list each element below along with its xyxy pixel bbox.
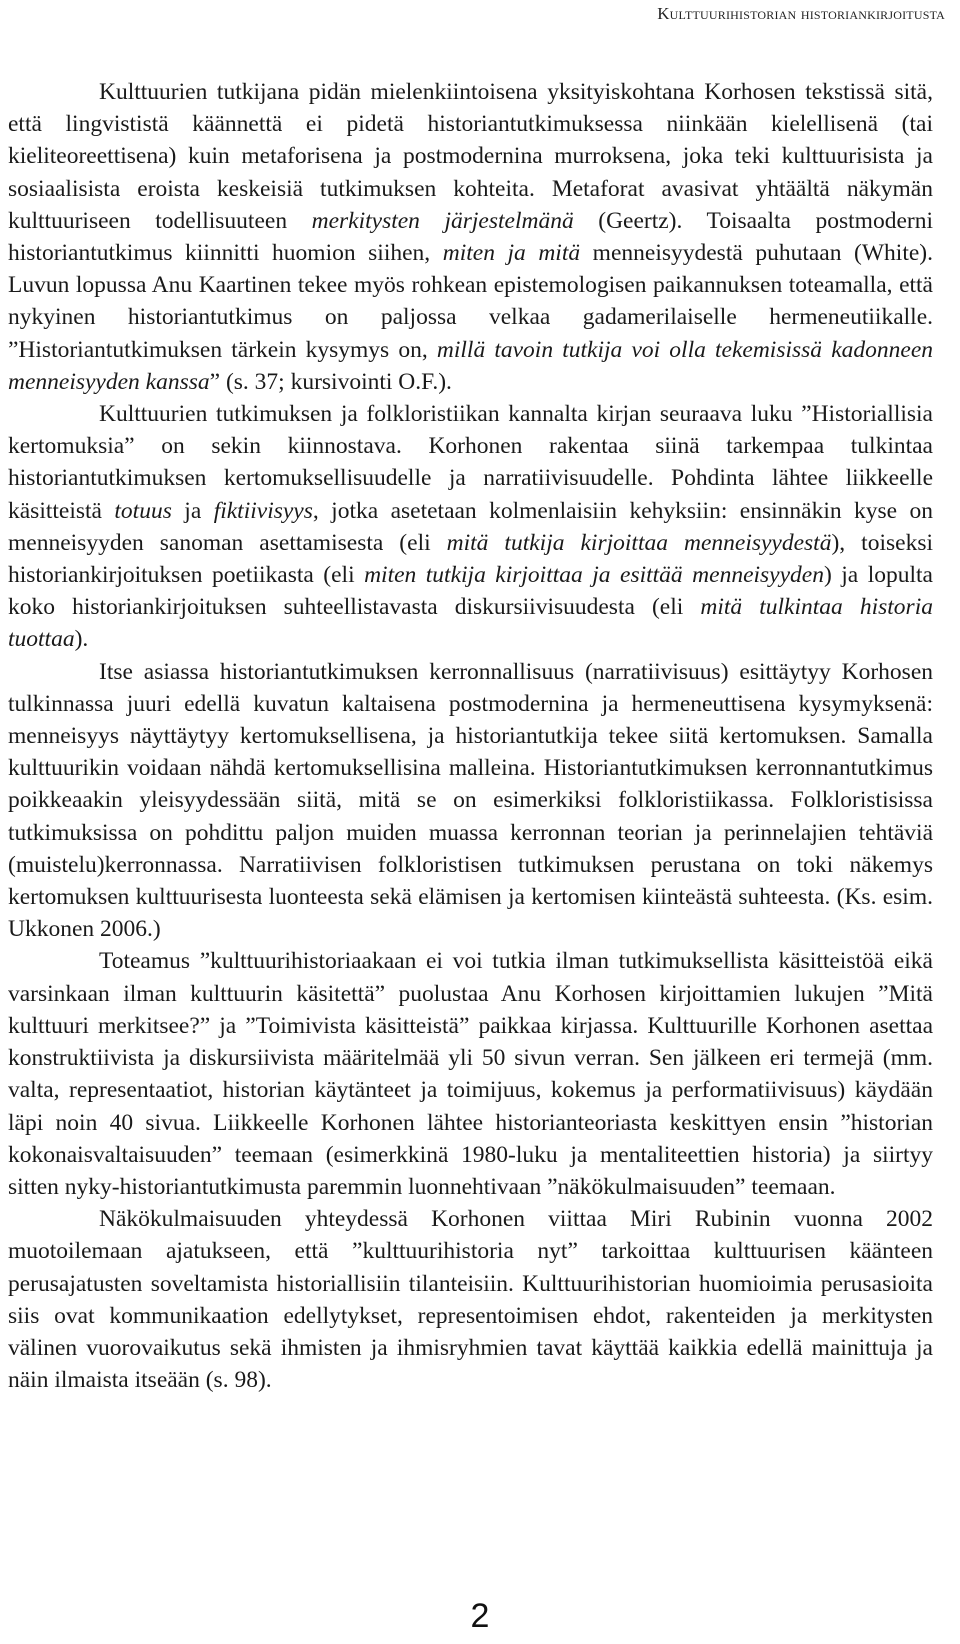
text-span: Itse asiassa historiantutkimuksen kerronnallisuus (narratiivisuus) esittäytyy Korhosen tulkinnassa juuri edellä kuvatun kaltaisena postmodernina ja hermeneuttisena kysymyksenä: menneisyys näyttäytyy kertomuksellisena, ja historiantutkija tekee siitä kertomuksen. Samalla kulttuurikin voidaan nähdä kertomuksellisina malleina. Historiantutkimuksen kerronnantutkimus poikkeaakin yleisyydessään siitä, mitä se on esimerkiksi folkloristiikassa. Folkloristisissa tutkimuksissa on pohdittu paljon muiden muassa kerronnan teorian ja perinnelajien tehtäviä (muistelu)kerronnassa. Narratiivisen folkloristisen tutkimuksen perustana on toki näkemys kertomuksen kulttuurisesta luonteesta sekä elämisen ja kertomisen kiinteästä suhteesta. (Ks. esim. Ukkonen 2006.) xyxy=(8,658,933,943)
italic-text: miten tutkija kirjoittaa ja esittää menneisyyden xyxy=(364,562,824,589)
text-span: ) ja lopulta koko historiankirjoituksen suhteellistavasta diskursiivisuudesta (eli xyxy=(8,562,933,621)
paragraph xyxy=(8,1203,933,1396)
paragraph xyxy=(8,945,933,1203)
text-span: ), toiseksi historiankirjoituksen poetiikasta (eli xyxy=(8,529,933,589)
italic-text: merkitysten järjestelmänä xyxy=(311,207,574,234)
text-span: , jotka asetetaan kolmenlaisiin kehyksiin: ensinnäkin kyse on menneisyyden sanoman asettamisesta (eli xyxy=(8,497,934,556)
text-span: Toteamus ”kulttuurihistoriaakaan ei voi tutkia ilman tutkimuksellista käsitteistöä eikä varsinkaan ilman kulttuurin käsitettä” puolustaa Anu Korhosen kirjoittamien lukujen ”Mitä kulttuuri merkitsee?” ja ”Toimivista käsitteistä” paikkaa kirjassa. Kulttuurille Korhonen asettaa konstruktiivista ja diskursiivista määritelmää yli 50 sivun verran. Sen jälkeen eri termejä (mm. valta, representaatiot, historian käytänteet ja toimijuus, kokemus ja performatiivisuus) käydään läpi noin 40 sivua. Liikkeelle Korhonen lähtee historianteoriasta keskittyen ensin ”historian kokonaisvaltaisuuden” teemaan (esimerkkinä 1980-luku ja mentaliteettien historia) ja siirtyy sitten nyky-historiantutkimusta paremmin luonnehtivaan ”näkökulmaisuuden” teemaan. xyxy=(8,948,933,1200)
italic-text: fiktiivisyys xyxy=(213,497,313,524)
paragraph xyxy=(8,398,933,656)
text-span: (Geertz). Toisaalta postmoderni historiantutkimus kiinnitti huomion siihen, xyxy=(8,207,933,267)
text-span: Näkökulmaisuuden yhteydessä Korhonen viittaa Miri Rubinin vuonna 2002 muotoilemaan ajatukseen, että ”kulttuurihistoria nyt” tarkoittaa kulttuurisen käänteen perusajatusten soveltamista historiallisiin tilanteisiin. Kulttuurihistorian huomioimia perusasioita siis ovat kommunikaation edellytykset, representoimisen ehdot, rakenteiden ja merkitysten välinen vuorovaikutus sekä ihmisten ja ihmisryhmien tavat käyttää kaikkia edellä mainittuja ja näin ilmaista itseään (s. 98). xyxy=(8,1206,933,1394)
italic-text: miten ja mitä xyxy=(442,240,581,267)
running-head: Kulttuurihistorian historiankirjoitusta xyxy=(657,4,945,23)
italic-text: mitä tutkija kirjoittaa menneisyydestä xyxy=(446,529,832,556)
body-text xyxy=(8,76,933,1396)
text-span: Kulttuurien tutkimuksen ja folkloristiikan kannalta kirjan seuraava luku ”Historiallisia kertomuksia” on sekin kiinnostava. Korhonen rakentaa siinä tarkempaa tulkintaa historiantutkimuksen kertomuksellisuudelle ja narratiivisuudelle. Pohdinta lähtee liikkeelle käsitteistä xyxy=(8,401,933,524)
paragraph xyxy=(8,656,933,946)
page-number: 2 xyxy=(470,1597,490,1635)
text-span: ). xyxy=(74,626,89,653)
italic-text: mitä tulkintaa historia tuottaa xyxy=(8,594,933,653)
text-span: ” (s. 37; kursivointi O.F.). xyxy=(209,368,452,395)
text-span: menneisyydestä puhutaan (White). Luvun lopussa Anu Kaartinen tekee myös rohkean epistemologisen paikannuksen toteamalla, että nykyinen historiantutkimus on paljossa velkaa gadamerilaiselle hermeneutiikalle. ”Historiantutkimuksen tärkein kysymys on, xyxy=(8,240,933,363)
text-span: ja xyxy=(171,497,214,524)
italic-text: millä tavoin tutkija voi olla tekemisissä kadonneen menneisyyden kanssa xyxy=(8,336,933,395)
paragraph xyxy=(8,76,933,398)
text-span: Kulttuurien tutkijana pidän mielenkiintoisena yksityiskohtana Korhosen tekstissä sitä, että lingvististä käännettä ei pidetä historiantutkimuksessa niinkään kielellisenä (tai kieliteoreettisena) kuin metaforisena ja postmodernina murroksena, joka teki kulttuurisista ja sosiaalisista eroista keskeisiä tutkimuksen kohteita. Metaforat avasivat yhtäältä näkymän kulttuuriseen todellisuuteen xyxy=(8,79,933,234)
italic-text: totuus xyxy=(114,497,172,524)
